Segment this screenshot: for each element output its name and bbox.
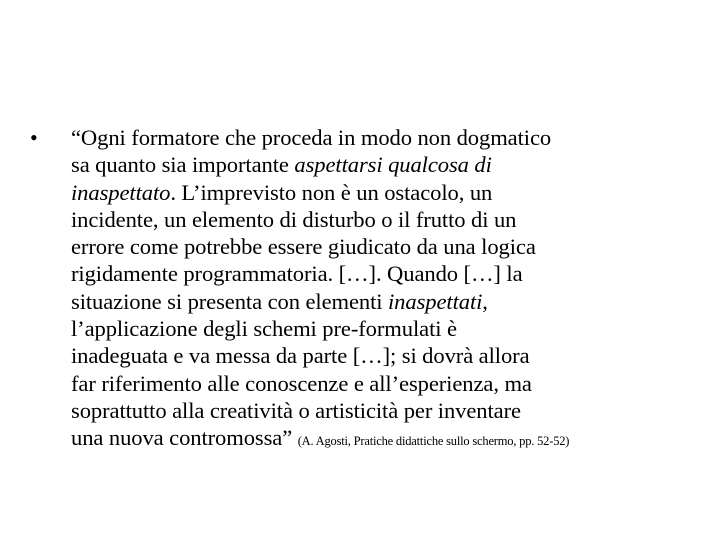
italic-text: inaspettato [71,179,171,205]
quote-line [71,233,680,260]
quote-line [71,397,680,424]
quote-line [71,315,680,342]
text-run: l’applicazione degli schemi pre-formulati è [71,316,457,342]
bullet-point: • [30,125,38,150]
text-run: sa quanto sia importante [71,152,295,178]
quote-line [71,124,680,151]
quote-line [71,260,680,287]
quote-line [71,151,680,178]
quote-text [71,124,680,456]
quote-line [71,206,680,233]
italic-text: aspettarsi qualcosa di [294,152,492,178]
text-run: . L’imprevisto non è un ostacolo, un [170,179,493,205]
text-run: errore come potrebbe essere giudicato da una logica [71,234,536,260]
quote-line [71,370,680,397]
text-run: “Ogni formatore che proceda in modo non dogmatico [71,125,552,150]
quote-line [71,424,680,455]
quote-bullet [30,124,680,456]
italic-text: inaspettati [388,288,483,314]
citation: (A. Agosti, Pratiche didattiche sullo schermo, pp. 52-52) [297,434,570,449]
text-run: , [482,288,488,314]
text-run: far riferimento alle conoscenze e all’esperienza, ma [71,370,532,396]
text-run: situazione si presenta con elementi [71,288,388,314]
text-run: incidente, un elemento di disturbo o il frutto di un [71,206,517,232]
quote-line [71,342,680,369]
text-run: soprattutto alla creatività o artisticità per inventare [71,397,521,423]
quote-line [71,179,680,206]
text-run: rigidamente programmatoria. […]. Quando […] la [71,261,523,287]
quote-line [71,288,680,315]
text-run: inadeguata e va messa da parte […]; si dovrà allora [71,343,530,369]
text-run: una nuova contromossa” [71,425,298,451]
